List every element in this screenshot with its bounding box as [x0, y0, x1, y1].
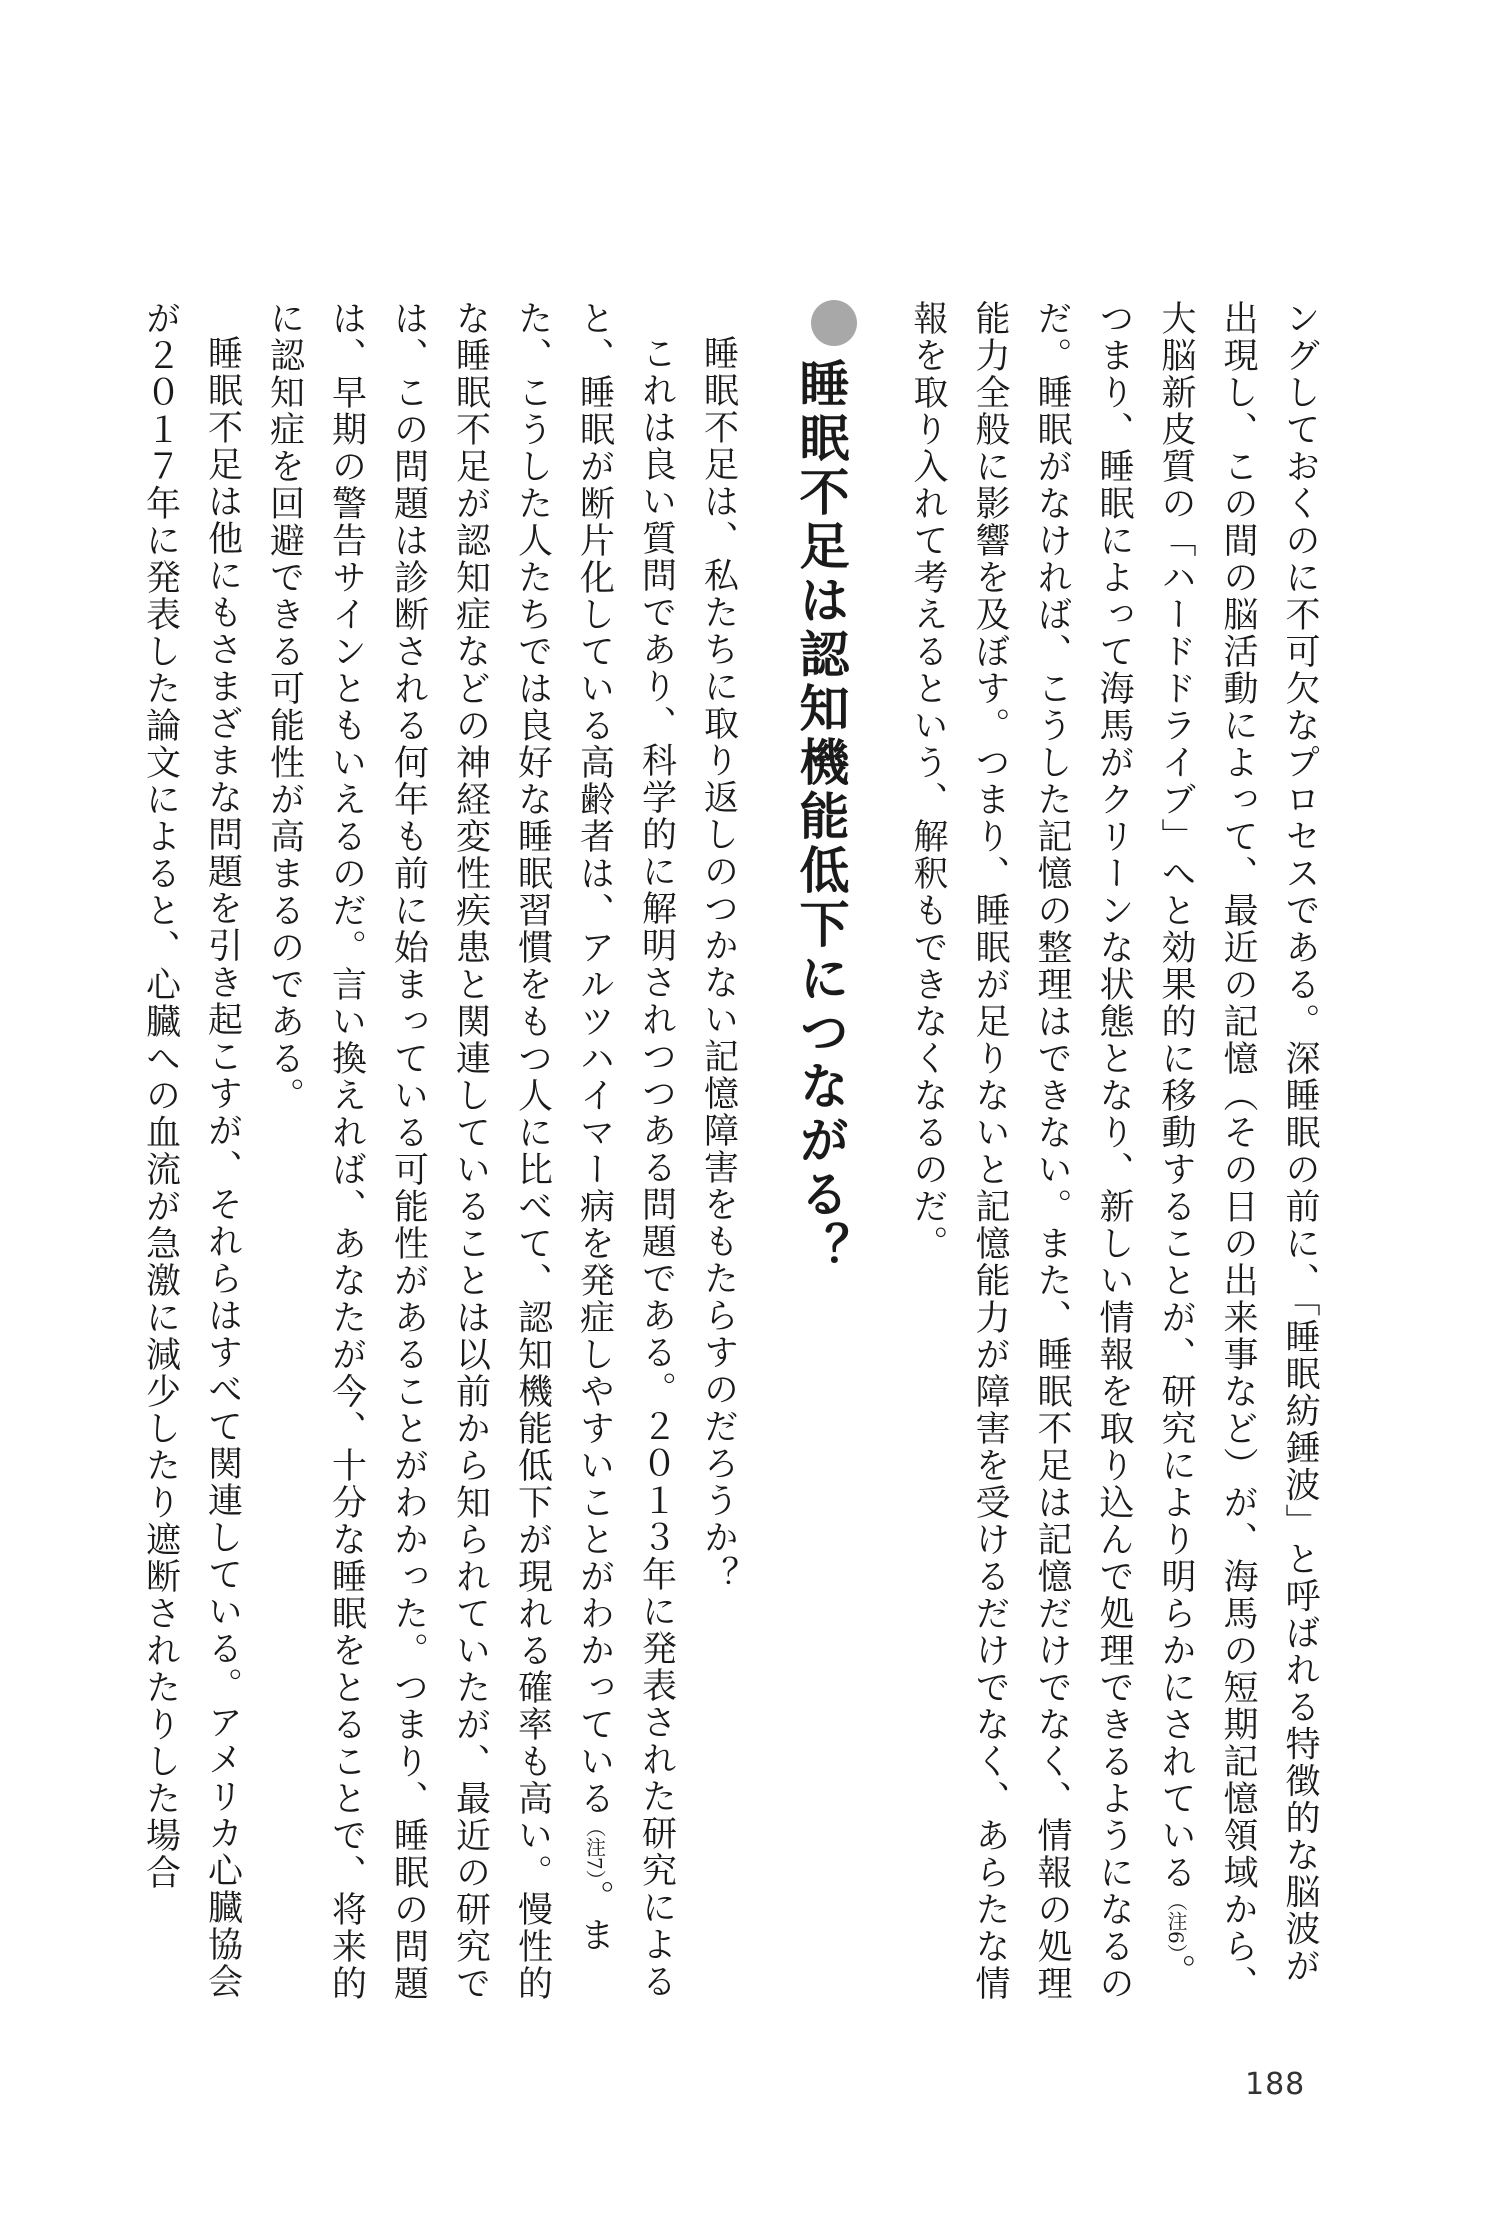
page-number: 188 — [1245, 2067, 1306, 2102]
text-run: 睡眠不足は他にもさまざまな問題を引き起こすが、それらはすべて関連している。アメリカ心臓協会が２０１７年に発表した論文によると、心臓への血流が急激に減少したり遮断されたりした場合 — [140, 300, 243, 2000]
paragraph-memory-consolidation — [897, 300, 1331, 2020]
text-run: ングしておくのに不可欠なプロセスである。深睡眠の前に、「睡眠紡錘波」と呼ばれる特徴的な脳波が出現し、この間の脳活動によって、最近の記憶（その日の出来事など）が、海馬の短期記憶領域から、大脳新皮質の「ハードドライブ」へと効果的に移動することが、研究により明らかにされている — [1156, 300, 1320, 2002]
section-heading — [790, 300, 858, 2020]
paragraph-question — [688, 300, 750, 2020]
text-run: 。つまり、睡眠によって海馬がクリーンな状態となり、新しい情報を取り込んで処理できるようになるのだ。睡眠がなければ、こうした記憶の整理はできない。また、睡眠不足は記憶だけでなく、情報の処理能力全般に影響を及ぼす。つまり、睡眠が足りないと記憶能力が障害を受けるだけでなく、あらたな情報を取り入れて考えるという、解釈もできなくなるのだ。 — [908, 300, 1196, 2002]
body-text — [130, 300, 1332, 2020]
text-run: 睡眠不足は、私たちに取り返しのつかない記憶障害をもたらすのだろうか？ — [698, 335, 739, 1593]
bullet-circle-icon — [811, 300, 857, 346]
section-heading-text: 睡眠不足は認知機能低下につながる？ — [791, 358, 850, 1276]
paragraph-research — [254, 300, 688, 2020]
footnote-ref-6: （注6） — [1164, 1891, 1188, 1954]
paragraph-heart — [130, 300, 254, 2020]
text-run: これは良い質問であり、科学的に解明されつつある問題である。２０１３年に発表された研究によると、睡眠が断片化している高齢者は、アルツハイマー病を発症しやすいことがわかっている — [574, 300, 677, 2000]
text-run: 。また、こうした人たちでは良好な睡眠習慣をもつ人に比べて、認知機能低下が現れる確率も高い。慢性的な睡眠不足が認知症などの神経変性疾患と関連していることは以前から知られていたが、最近の研究では、この問題は診断される何年も前に始まっている可能性があることがわかった。つまり、睡眠の問題は、早期の警告サインともいえるのだ。言い換えれば、あなたが今、十分な睡眠をとることで、将来的に認知症を回避できる可能性が高まるのである。 — [264, 300, 615, 2002]
footnote-ref-7: （注7） — [582, 1817, 607, 1880]
